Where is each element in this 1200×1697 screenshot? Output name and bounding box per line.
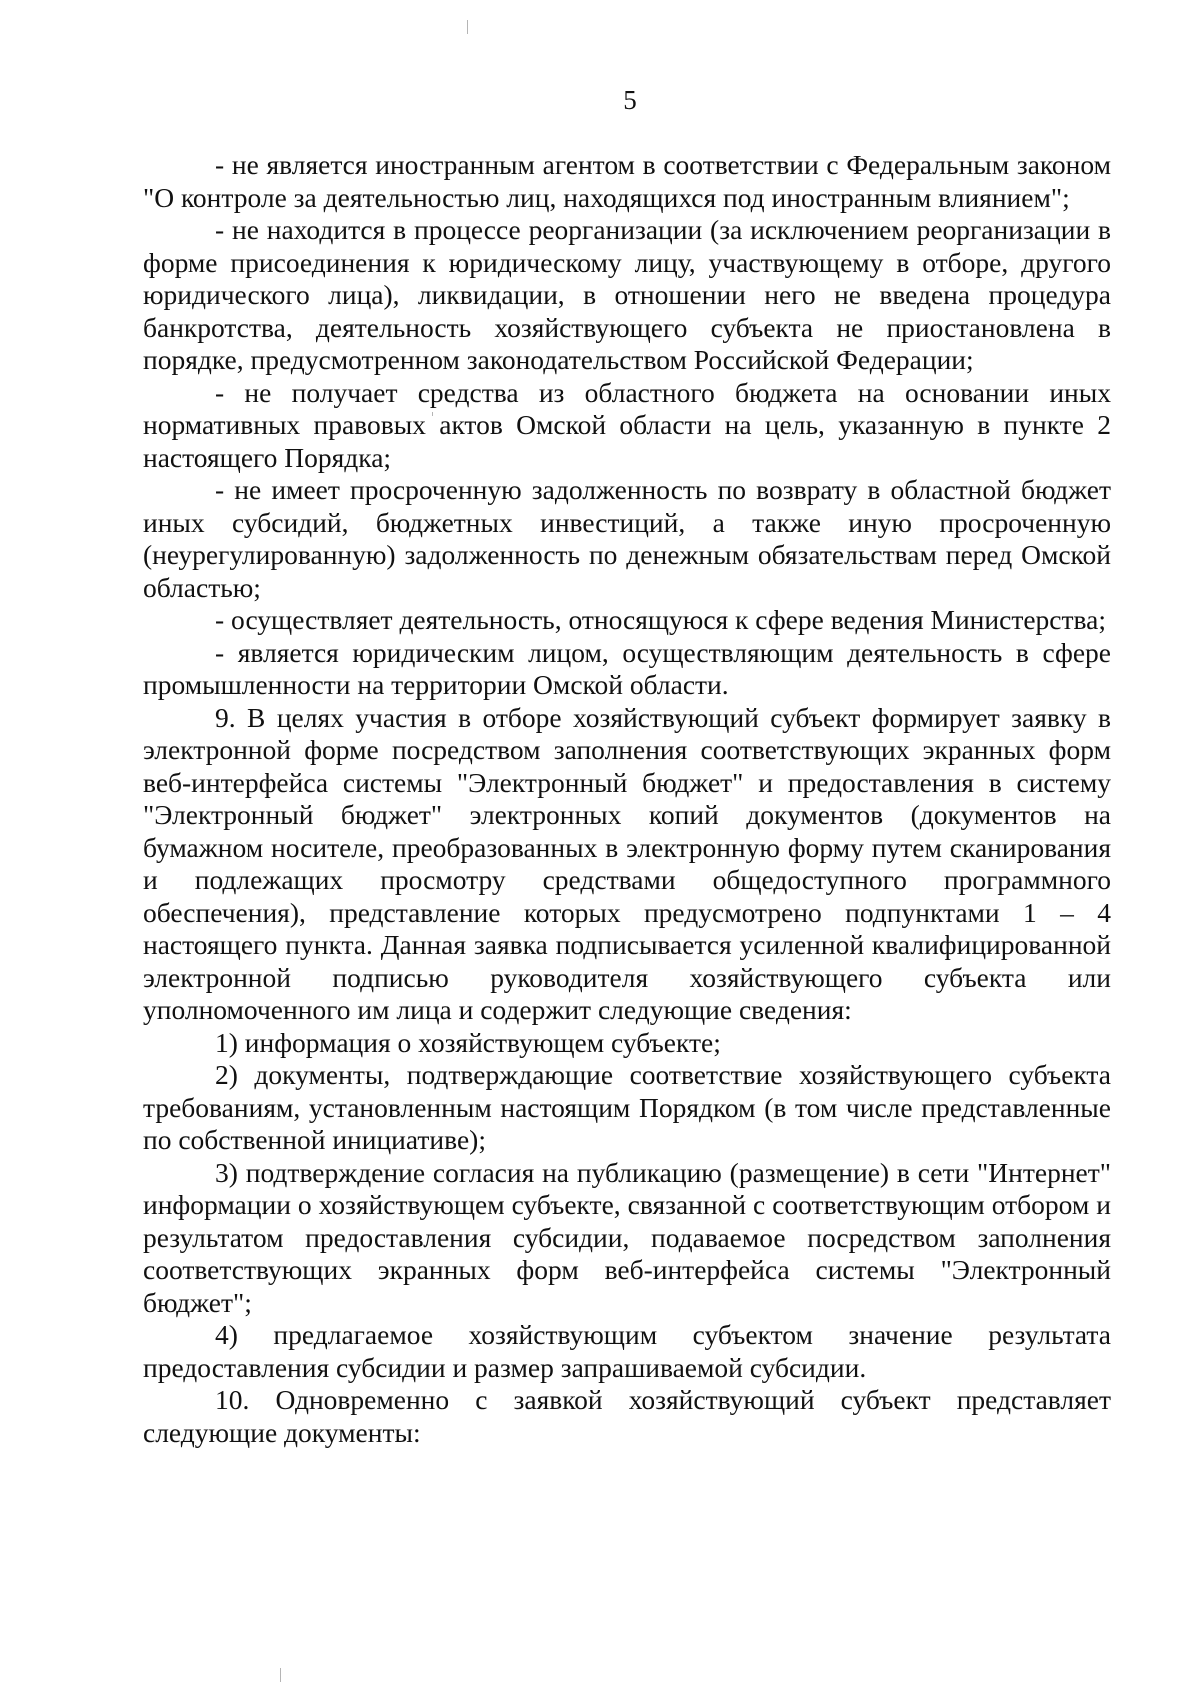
document-body bbox=[143, 149, 1111, 1449]
paragraph-subitem-1: 1) информация о хозяйствующем субъекте; bbox=[215, 1026, 721, 1058]
paragraph-not-foreign-agent: - не является иностранным агентом в соответствии с Федеральным законом "О контроле за деятельностью лиц, находящихся под иностранным влиянием"; bbox=[143, 149, 1111, 213]
paragraph-subitem-3: 3) подтверждение согласия на публикацию (размещение) в сети "Интернет" информации о хозяйствующем субъекте, связанной с соответствующим отбором и результатом предоставления субсидии, подаваемое посредством заполнения соответствующих экранных форм веб-интерфейса системы "Электронный бюджет"; bbox=[143, 1156, 1111, 1318]
page-number: 5 bbox=[623, 85, 637, 115]
paragraph-item-10: 10. Одновременно с заявкой хозяйствующий субъект представляет следующие документы: bbox=[143, 1384, 1111, 1448]
paragraph-ministry-sphere: - осуществляет деятельность, относящуюся к сфере ведения Министерства; bbox=[215, 604, 1106, 635]
paragraph-no-other-funds: - не получает средства из областного бюджета на основании иных нормативных правовых актов Омской области на цель, указанную в пункте 2 настоящего Порядка; bbox=[143, 376, 1111, 473]
paragraph-item-9: 9. В целях участия в отборе хозяйствующий субъект формирует заявку в электронной форме посредством заполнения соответствующих экранных форм веб-интерфейса системы "Электронный бюджет" и предоставления в систему "Электронный бюджет" электронных копий документов (документов на бумажном носителе, преобразованных в электронную форму путем сканирования и подлежащих просмотру средствами общедоступного программного обеспечения), представление которых предусмотрено подпунктами 1 – 4 настоящего пункта. Данная заявка подписывается усиленной квалифицированной электронной подписью руководителя хозяйствующего субъекта или уполномоченного им лица и содержит следующие сведения: bbox=[143, 701, 1111, 1025]
scan-artifact bbox=[280, 1668, 281, 1682]
scan-artifact bbox=[467, 20, 468, 34]
paragraph-subitem-2: 2) документы, подтверждающие соответствие хозяйствующего субъекта требованиям, установленным настоящим Порядком (в том числе представленные по собственной инициативе); bbox=[143, 1059, 1111, 1155]
paragraph-legal-entity: - является юридическим лицом, осуществляющим деятельность в сфере промышленности на территории Омской области. bbox=[143, 636, 1111, 700]
paragraph-no-overdue-debt: - не имеет просроченную задолженность по возврату в областной бюджет иных субсидий, бюджетных инвестиций, а также иную просроченную (неурегулированную) задолженность по денежным обязательствам перед Омской областью; bbox=[143, 474, 1111, 603]
paragraph-not-reorganization: - не находится в процессе реорганизации (за исключением реорганизации в форме присоединения к юридическому лицу, участвующему в отборе, другого юридического лица), ликвидации, в отношении него не введена процедура банкротства, деятельность хозяйствующего субъекта не приостановлена в порядке, предусмотренном законодательством Российской Федерации; bbox=[143, 214, 1111, 375]
paragraph-subitem-4: 4) предлагаемое хозяйствующим субъектом значение результата предоставления субсидии и размер запрашиваемой субсидии. bbox=[143, 1319, 1111, 1383]
